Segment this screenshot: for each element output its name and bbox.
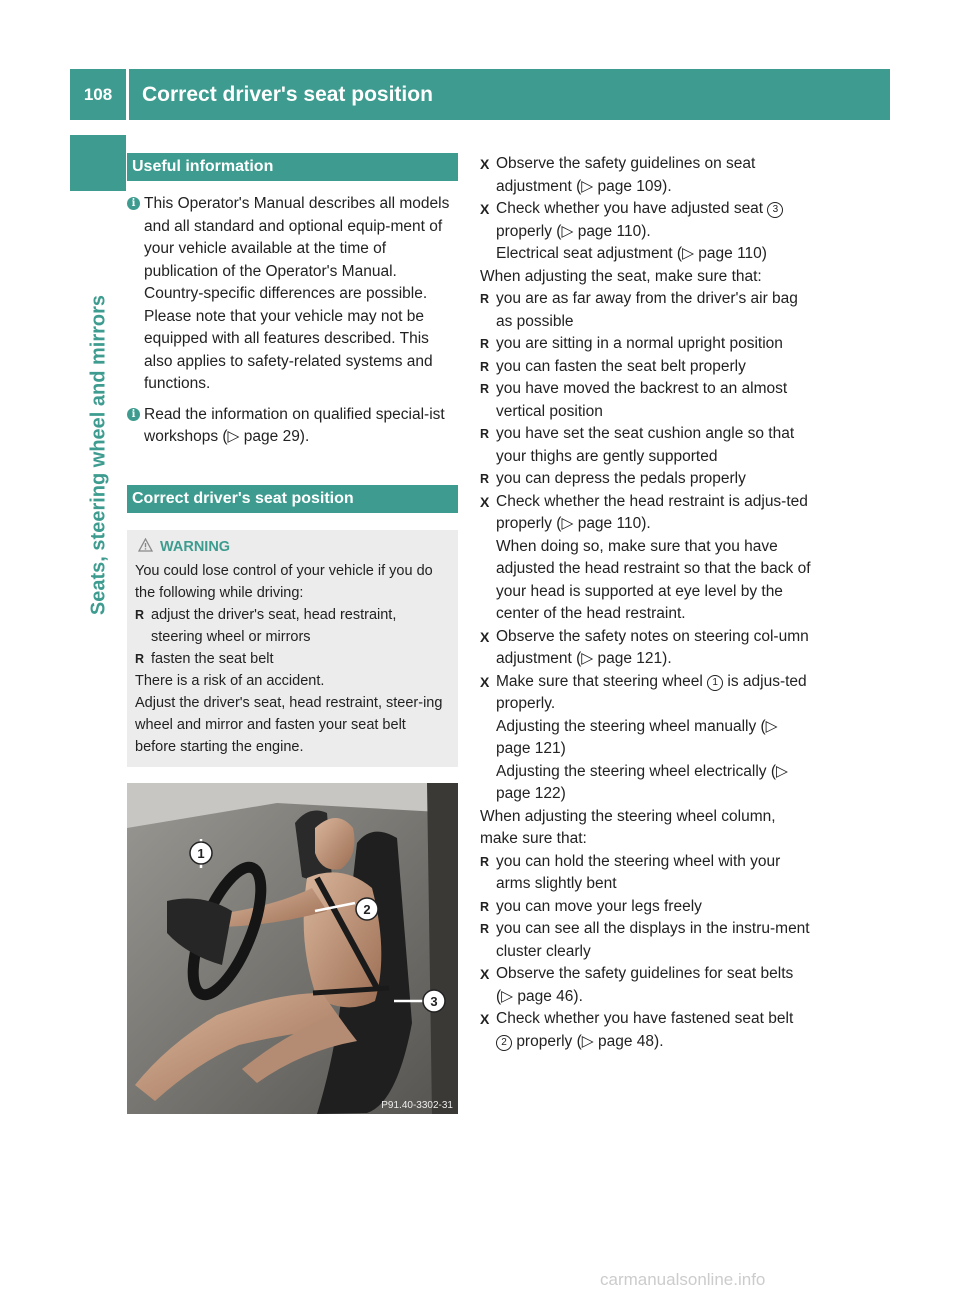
wheel-bullet: R you can see all the displays in the instru-ment cluster clearly xyxy=(480,918,813,963)
step-text: Check whether you have adjusted seat xyxy=(496,200,764,217)
warning-action: Adjust the driver's seat, head restraint, steer-ing wheel and mirror and fasten your seat belt before starting the engine. xyxy=(135,694,443,755)
callout-number: 1 xyxy=(707,675,723,691)
wheel-bullet: R you can move your legs freely xyxy=(480,896,813,919)
warning-intro: You could lose control of your vehicle if you do the following while driving: xyxy=(135,562,433,601)
sub-head-restraint: When doing so, make sure that you have adjusted the head restraint so that the back of your head is supported at eye level by the center of the head restraint. xyxy=(496,537,811,622)
sub-steering-electric: Adjusting the steering wheel electrically (▷ page 122) xyxy=(496,762,788,802)
page-header xyxy=(70,69,890,120)
chapter-label: Seats, steering wheel and mirrors xyxy=(87,294,110,616)
sub-steering-manual: Adjusting the steering wheel manually (▷ page 121) xyxy=(496,717,778,757)
step-text: Check whether you have fastened seat belt xyxy=(496,1010,794,1027)
step-text: Make sure that steering wheel xyxy=(496,672,703,690)
sub-electrical-seat: Electrical seat adjustment (▷ page 110) xyxy=(496,245,767,262)
callout-number: 2 xyxy=(496,1035,512,1051)
left-column xyxy=(127,153,458,1114)
figure-callout: 1 xyxy=(197,845,205,861)
watermark: carmanualsonline.info xyxy=(600,1270,766,1289)
seat-intro: When adjusting the seat, make sure that: xyxy=(480,267,762,285)
step-text: properly (▷ page 110). xyxy=(496,222,651,240)
figure-code: P91.40-3302-31 xyxy=(381,1099,453,1111)
step-check-seat-belt xyxy=(480,1008,813,1053)
info-text-1: This Operator's Manual describes all models and all standard and optional equip-ment of your vehicle available at the time of publication of the Operator's Manual. Country-specific differences are possible. Please note that your vehicle may not be equipped with all features described. This also applies to safety-related systems and functions. xyxy=(144,195,450,392)
seat-bullet: R you are sitting in a normal upright position xyxy=(480,333,813,356)
info-paragraph-operators-manual xyxy=(127,193,458,396)
warning-bullet: R adjust the driver's seat, head restraint, steering wheel or mirrors xyxy=(135,604,450,648)
useful-info-heading: Useful information xyxy=(127,153,458,181)
step-seat-belt-guidelines: X Observe the safety guidelines for seat belts (▷ page 46). xyxy=(480,963,813,1008)
step-text: is adjus-ted properly. xyxy=(496,672,807,712)
info-paragraph-workshops xyxy=(127,404,458,449)
seat-bullet: R you have set the seat cushion angle so that your thighs are gently supported xyxy=(480,423,813,468)
page-number: 108 xyxy=(83,85,113,104)
chapter-tab xyxy=(70,135,126,191)
warning-triangle-icon xyxy=(138,538,153,552)
callout-number: 3 xyxy=(767,202,783,218)
info-icon: i xyxy=(127,408,140,421)
warning-bullet: R fasten the seat belt xyxy=(135,648,450,670)
step-steering-safety: X Observe the safety notes on steering col-umn adjustment (▷ page 121). xyxy=(480,626,813,671)
warning-box xyxy=(127,530,458,767)
driver-seat-figure xyxy=(127,783,458,1114)
step-head-restraint: X Check whether the head restraint is adjus-ted properly (▷ page 110). xyxy=(480,491,813,536)
step-steering-wheel xyxy=(480,671,813,716)
info-text-2: Read the information on qualified special-ist workshops (▷ page 29). xyxy=(144,405,445,445)
seat-bullet: R you can depress the pedals properly xyxy=(480,468,813,491)
header-divider xyxy=(126,69,129,120)
wheel-bullet: R you can hold the steering wheel with your arms slightly bent xyxy=(480,851,813,896)
step-check-seat xyxy=(480,198,813,243)
page-title: Correct driver's seat position xyxy=(142,83,433,106)
warning-heading xyxy=(135,536,450,558)
seat-bullet: R you can fasten the seat belt properly xyxy=(480,356,813,379)
warning-heading-text: WARNING xyxy=(160,538,231,555)
figure-callout: 2 xyxy=(363,901,371,917)
section-heading-seat-position: Correct driver's seat position xyxy=(127,485,458,513)
step-seat-guidelines: X Observe the safety guidelines on seat adjustment (▷ page 109). xyxy=(480,153,813,198)
warning-risk: There is a risk of an accident. xyxy=(135,672,325,689)
step-text: properly (▷ page 48). xyxy=(516,1032,664,1050)
right-column xyxy=(480,153,813,1053)
info-icon: i xyxy=(127,197,140,210)
wheel-intro: When adjusting the steering wheel column, make sure that: xyxy=(480,807,776,847)
figure-callout: 3 xyxy=(430,993,438,1009)
driver-seat-illustration xyxy=(127,783,458,1114)
seat-bullet: R you have moved the backrest to an almost vertical position xyxy=(480,378,813,423)
seat-bullet: R you are as far away from the driver's air bag as possible xyxy=(480,288,813,333)
